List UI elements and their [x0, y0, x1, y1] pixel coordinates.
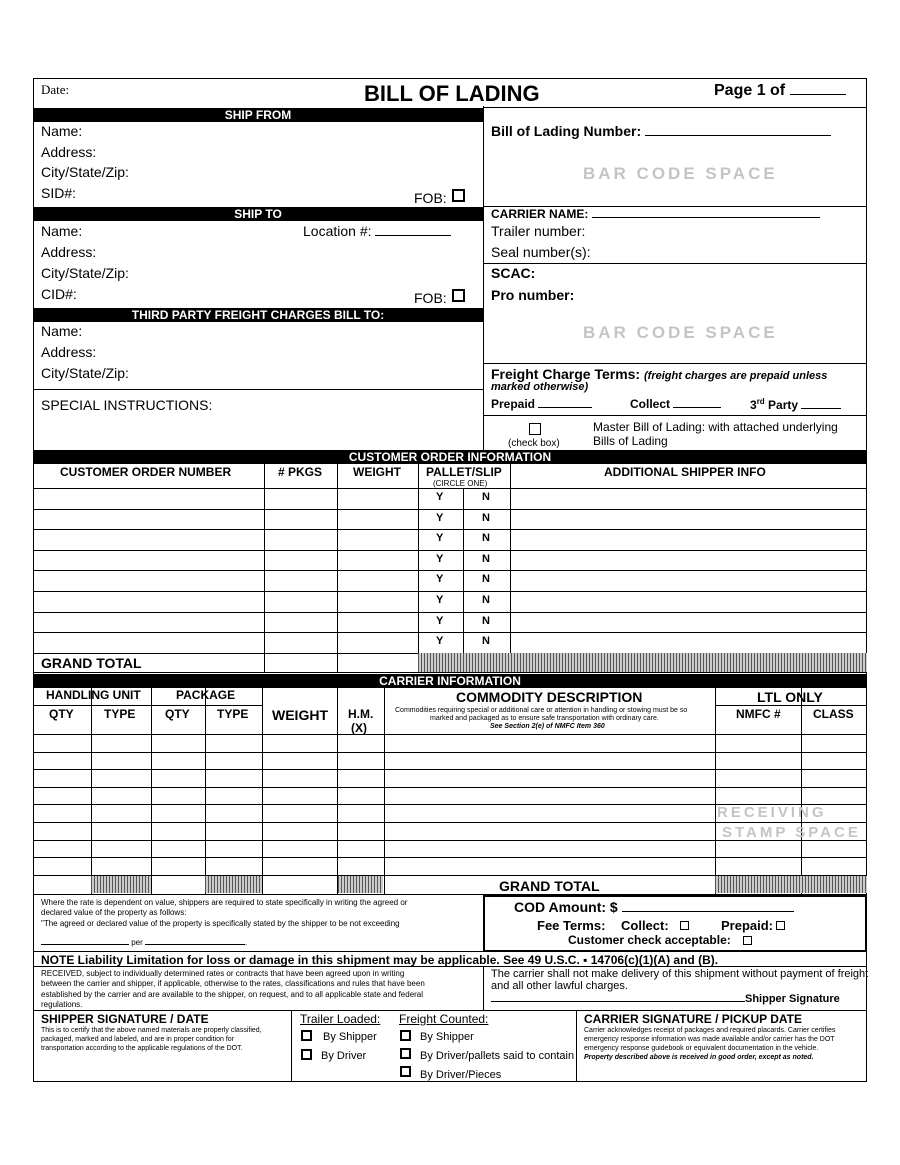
co-bottom-rule	[33, 672, 867, 673]
third-party-name[interactable]: Name:	[41, 323, 83, 339]
divider	[33, 951, 867, 952]
master-bol-label: Master Bill of Lading: with attached underlying	[593, 420, 838, 434]
ci-handling-unit: HANDLING UNIT	[46, 688, 141, 702]
co-row-rule	[33, 509, 867, 510]
fc-by-shipper: By Shipper	[420, 1031, 474, 1043]
bol-number-label[interactable]: Bill of Lading Number:	[491, 123, 831, 139]
carrier-signature-date[interactable]: CARRIER SIGNATURE / PICKUP DATE	[584, 1012, 803, 1026]
third-party-label[interactable]: 3rd Party	[750, 397, 841, 412]
carrier-name-label[interactable]: CARRIER NAME:	[491, 207, 820, 221]
cod-amount[interactable]: COD Amount: $	[514, 899, 794, 915]
co-no-option[interactable]: N	[482, 552, 490, 565]
date-label: Date:	[41, 82, 70, 97]
divider	[33, 966, 867, 967]
collect-label[interactable]: Collect	[630, 397, 721, 411]
co-yes-option[interactable]: Y	[436, 491, 444, 503]
co-no-option[interactable]: N	[482, 594, 490, 606]
carrier-cert-2: emergency response information was made available and/or carrier has the DOT	[584, 1036, 835, 1043]
fc-pieces: By Driver/Pieces	[420, 1069, 502, 1081]
trailer-loaded: Trailer Loaded:	[300, 1012, 381, 1026]
ci-handling-rule	[33, 705, 263, 706]
ship-from-fob-label: FOB:	[414, 190, 447, 206]
trailer-by-shipper: By Shipper	[323, 1031, 377, 1043]
co-hatch-fill	[418, 653, 867, 672]
ci-type-2: TYPE	[217, 707, 249, 721]
co-yn-rule	[463, 488, 464, 653]
liability-note: NOTE Liability Limitation for loss or damage in this shipment may be applicable. See 49 U.S.C. ▪ 14706(c)(1)(A) and (B).	[41, 953, 719, 967]
column-divider	[483, 106, 484, 450]
co-header-rule	[33, 488, 867, 489]
freight-counted: Freight Counted:	[399, 1012, 489, 1026]
ci-ltl-rule	[715, 705, 867, 706]
carrier-info-bar: CARRIER INFORMATION	[33, 674, 867, 688]
cod-prepaid-checkbox[interactable]	[776, 921, 785, 930]
co-row-rule	[33, 591, 867, 592]
ci-commodity: COMMODITY DESCRIPTION	[456, 689, 643, 705]
fc-by-shipper-checkbox[interactable]	[400, 1030, 411, 1041]
ship-to-fob-checkbox[interactable]	[452, 289, 465, 302]
page-title: BILL OF LADING	[364, 81, 540, 106]
freight-terms: Freight Charge Terms: (freight charges are prepaid unless	[491, 366, 828, 382]
divider	[483, 363, 867, 364]
co-col-rule	[264, 464, 265, 672]
scac-label[interactable]: SCAC:	[491, 265, 536, 281]
ci-package: PACKAGE	[176, 688, 236, 702]
trailer-by-driver-checkbox[interactable]	[301, 1049, 312, 1060]
cod-check-checkbox[interactable]	[743, 936, 752, 945]
ship-to-location[interactable]: Location #:	[303, 223, 451, 239]
carrier-delivery-note-1: The carrier shall not make delivery of this shipment without payment of freight	[491, 968, 869, 980]
co-row-rule	[33, 529, 867, 530]
ship-from-fob-checkbox[interactable]	[452, 189, 465, 202]
co-no-option[interactable]: N	[482, 573, 490, 586]
co-grand-total: GRAND TOTAL	[41, 655, 142, 671]
ci-hatch-2	[205, 876, 262, 893]
third-party-bar: THIRD PARTY FREIGHT CHARGES BILL TO:	[33, 308, 483, 322]
valuation-line-1: Where the rate is dependent on value, shippers are required to state specifically in writing the agreed or	[41, 898, 408, 907]
co-row-rule	[33, 570, 867, 571]
divider	[33, 1010, 867, 1011]
co-col-pallet-slip: PALLET/SLIP	[426, 465, 502, 479]
co-no-option[interactable]: N	[482, 511, 490, 524]
cod-collect-checkbox[interactable]	[680, 921, 689, 930]
trailer-by-shipper-checkbox[interactable]	[301, 1030, 312, 1041]
received-text-2: between the carrier and shipper, if applicable, otherwise to the rates, classifications and rules that have been	[41, 979, 425, 988]
shipper-cert-3: transportation according to the applicable regulations of the DOT.	[41, 1045, 243, 1052]
check-box-hint: (check box)	[508, 438, 560, 449]
ci-col-rule	[91, 688, 92, 894]
valuation-per-line[interactable]: per .	[41, 938, 247, 948]
shipper-cert-2: packaged, marked and labeled, and are in proper condition for	[41, 1036, 235, 1043]
fc-pallets: By Driver/pallets said to contain	[420, 1050, 575, 1062]
third-party-city[interactable]: City/State/Zip:	[41, 365, 129, 381]
divider	[291, 1010, 292, 1082]
carrier-cert-1: Carrier acknowledges receipt of packages and required placards. Carrier certifies	[584, 1027, 836, 1034]
co-col-rule	[418, 464, 419, 672]
received-text-1: RECEIVED, subject to individually determined rates or contracts that have been agreed upon in writing	[41, 969, 405, 978]
carrier-cert-4: Property described above is received in good order, except as noted.	[584, 1054, 814, 1061]
master-bol-checkbox[interactable]	[529, 423, 541, 435]
co-yes-option[interactable]: Y	[436, 573, 444, 586]
ci-grand-total: GRAND TOTAL	[499, 878, 600, 894]
ci-hm: H.M.	[348, 707, 374, 721]
trailer-number[interactable]: Trailer number:	[491, 223, 586, 239]
co-yes-option[interactable]: Y	[436, 511, 444, 524]
cod-check-acceptable: Customer check acceptable:	[568, 933, 731, 947]
co-no-option[interactable]: N	[482, 491, 490, 503]
ci-row-rule	[33, 769, 867, 770]
ship-from-name[interactable]: Name:	[41, 123, 83, 139]
co-col-weight: WEIGHT	[353, 465, 401, 479]
prepaid-label[interactable]: Prepaid	[491, 397, 592, 411]
third-party-address[interactable]: Address:	[41, 344, 97, 360]
ci-col-rule	[384, 688, 385, 894]
ci-row-rule	[33, 822, 867, 823]
customer-order-bar: CUSTOMER ORDER INFORMATION	[33, 450, 867, 464]
fc-pieces-checkbox[interactable]	[400, 1066, 411, 1077]
master-bol-label-2: Bills of Lading	[593, 434, 668, 448]
carrier-delivery-note-2: and all other lawful charges.	[491, 980, 628, 992]
ci-header-rule	[33, 734, 867, 735]
ci-qty-2: QTY	[165, 707, 190, 721]
co-yes-option[interactable]: Y	[436, 552, 444, 565]
ci-hatch-3	[338, 876, 383, 893]
barcode-space-bottom: BAR CODE SPACE	[583, 323, 778, 342]
divider	[33, 389, 483, 390]
divider	[576, 1010, 577, 1082]
co-yes-option[interactable]: Y	[436, 635, 444, 648]
co-row-rule	[33, 632, 867, 633]
co-yes-option[interactable]: Y	[436, 532, 444, 545]
ci-row-rule	[33, 787, 867, 788]
receiving-stamp-2: STAMP SPACE	[722, 824, 861, 841]
co-col-rule	[510, 464, 511, 672]
ship-to-address[interactable]: Address:	[41, 244, 97, 260]
co-col-pkgs: # PKGS	[278, 465, 323, 479]
ship-to-city[interactable]: City/State/Zip:	[41, 265, 129, 281]
co-yes-option[interactable]: Y	[436, 614, 444, 627]
ci-class: CLASS	[813, 707, 854, 721]
ci-weight: WEIGHT	[272, 707, 328, 723]
fc-pallets-checkbox[interactable]	[400, 1048, 411, 1059]
ci-row-rule	[33, 857, 867, 858]
carrier-cert-3: emergency response guidebook or equivalent documentation in the vehicle.	[584, 1045, 819, 1052]
divider	[483, 263, 867, 264]
co-col-additional-info: ADDITIONAL SHIPPER INFO	[604, 465, 766, 479]
ci-commodity-note-3: See Section 2(e) of NMFC Item 360	[490, 723, 605, 730]
ci-qty: QTY	[49, 707, 74, 721]
receiving-stamp-1: RECEIVING	[717, 804, 827, 821]
co-no-option[interactable]: N	[482, 532, 490, 545]
pro-number-label[interactable]: Pro number:	[491, 287, 575, 303]
ship-from-city[interactable]: City/State/Zip:	[41, 164, 129, 180]
divider	[483, 966, 484, 1010]
received-text-3: established by the carrier and are available to the shipper, on request, and to all applicable state and federal	[41, 990, 424, 999]
ci-col-rule	[801, 688, 802, 894]
ship-from-sid[interactable]: SID#:	[41, 185, 77, 201]
valuation-line-2: declared value of the property as follows:	[41, 908, 187, 917]
divider	[483, 415, 867, 416]
cod-collect: Collect:	[621, 918, 669, 933]
received-text-4: regulations.	[41, 1000, 83, 1009]
ci-hatch-4	[715, 876, 867, 893]
ci-commodity-note-2: marked and packaged as to ensure safe transportation with ordinary care.	[430, 715, 659, 722]
ci-row-rule	[33, 752, 867, 753]
co-yes-option[interactable]: Y	[436, 594, 444, 606]
trailer-by-driver: By Driver	[321, 1050, 367, 1062]
ship-from-bar: SHIP FROM	[33, 108, 483, 122]
ship-to-cid[interactable]: CID#:	[41, 286, 77, 302]
ci-col-rule	[715, 688, 716, 894]
special-instructions[interactable]: SPECIAL INSTRUCTIONS:	[41, 397, 213, 413]
co-row-rule	[33, 612, 867, 613]
co-col-rule	[337, 464, 338, 672]
title-rule	[483, 107, 867, 108]
freight-terms-note: marked otherwise)	[491, 381, 589, 393]
shipper-signature-date[interactable]: SHIPPER SIGNATURE / DATE	[41, 1012, 209, 1026]
co-col-order-number: CUSTOMER ORDER NUMBER	[60, 465, 232, 479]
valuation-line-3: "The agreed or declared value of the property is specifically stated by the shipper to be not exceeding	[41, 919, 400, 928]
ci-hm-x: (X)	[351, 721, 367, 735]
ci-col-rule	[205, 688, 206, 894]
barcode-space-top: BAR CODE SPACE	[583, 164, 778, 183]
ci-nmfc: NMFC #	[736, 707, 781, 721]
page-number-label: Page 1 of	[714, 82, 846, 100]
co-circle-one: (CIRCLE ONE)	[433, 479, 488, 488]
ci-type: TYPE	[104, 707, 136, 721]
co-no-option[interactable]: N	[482, 614, 490, 627]
ship-to-bar: SHIP TO	[33, 207, 483, 221]
ci-col-rule	[262, 688, 263, 894]
cod-fee-terms: Fee Terms:	[537, 918, 606, 933]
ship-to-fob-label: FOB:	[414, 290, 447, 306]
shipper-signature-line[interactable]: Shipper Signature	[491, 993, 840, 1005]
seal-number[interactable]: Seal number(s):	[491, 244, 591, 260]
cod-prepaid: Prepaid:	[721, 918, 774, 933]
ship-from-address[interactable]: Address:	[41, 144, 97, 160]
ship-to-name[interactable]: Name:	[41, 223, 83, 239]
ci-ltl-only: LTL ONLY	[757, 689, 823, 705]
co-row-rule	[33, 550, 867, 551]
shipper-cert-1: This is to certify that the above named materials are properly classified,	[41, 1027, 262, 1034]
ci-hatch-1	[91, 876, 151, 893]
co-no-option[interactable]: N	[482, 635, 490, 648]
ci-col-rule	[337, 688, 338, 894]
ci-col-rule	[151, 688, 152, 894]
ci-commodity-note-1: Commodities requiring special or additional care or attention in handling or stowing must be so	[395, 707, 688, 714]
